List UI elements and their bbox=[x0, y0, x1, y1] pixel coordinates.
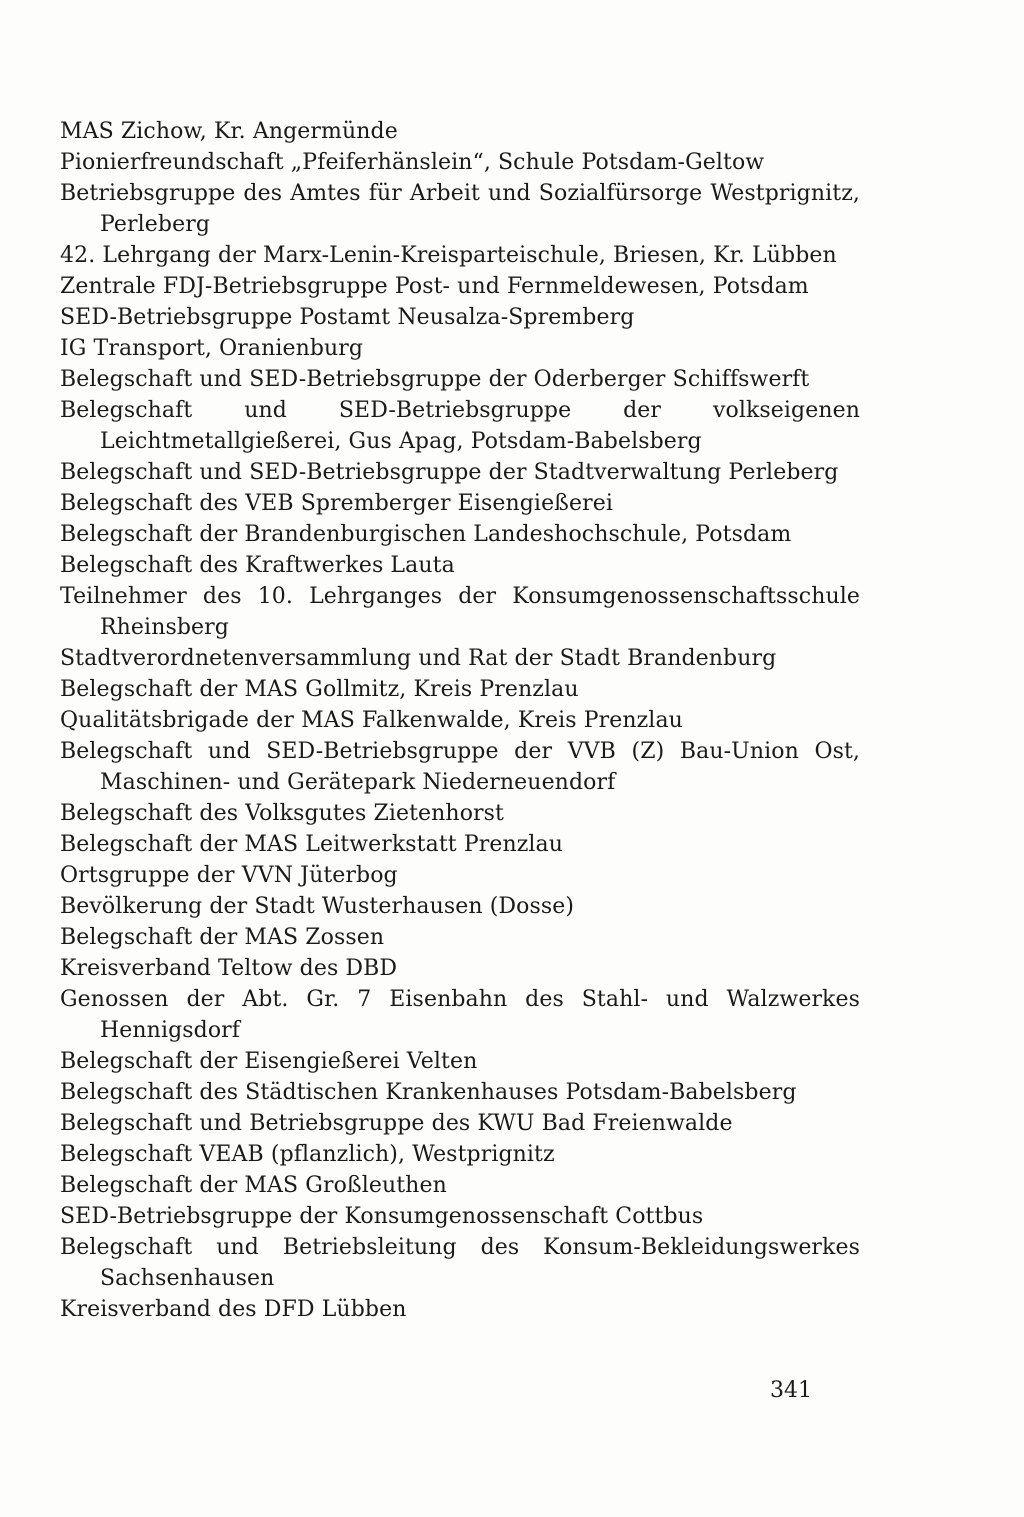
list-item: Kreisverband des DFD Lübben bbox=[60, 1297, 407, 1322]
page-number: 341 bbox=[770, 1378, 812, 1403]
list-item: Genossen der Abt. Gr. 7 Eisenbahn des Stahl- und Walzwerkes Hennigsdorf bbox=[60, 987, 860, 1043]
list-item: Belegschaft der MAS Zossen bbox=[60, 925, 385, 950]
list-item: IG Transport, Oranienburg bbox=[60, 336, 364, 361]
list-item: Belegschaft und Betriebsgruppe des KWU Bad Freienwalde bbox=[60, 1111, 733, 1136]
list-item: Belegschaft des Kraftwerkes Lauta bbox=[60, 553, 455, 578]
list-item: Belegschaft und Betriebsleitung des Konsum-Bekleidungswerkes Sachsenhausen bbox=[60, 1235, 860, 1291]
list-item: Qualitätsbrigade der MAS Falkenwalde, Kreis Prenzlau bbox=[60, 708, 683, 733]
list-item: Kreisverband Teltow des DBD bbox=[60, 956, 398, 981]
list-item: Belegschaft der Eisengießerei Velten bbox=[60, 1049, 478, 1074]
list-item: Belegschaft und SED-Betriebsgruppe der Oderberger Schiffswerft bbox=[60, 367, 810, 392]
list-item: Belegschaft des VEB Spremberger Eisengießerei bbox=[60, 491, 613, 516]
list-item: 42. Lehrgang der Marx-Lenin-Kreisparteischule, Briesen, Kr. Lübben bbox=[60, 243, 837, 268]
list-item: Belegschaft der MAS Leitwerkstatt Prenzlau bbox=[60, 832, 564, 857]
list-item: Betriebsgruppe des Amtes für Arbeit und Sozialfürsorge Westprignitz, Perleberg bbox=[60, 181, 860, 237]
list-item: Belegschaft der MAS Gollmitz, Kreis Prenzlau bbox=[60, 677, 579, 702]
list-item: Bevölkerung der Stadt Wusterhausen (Dosse) bbox=[60, 894, 575, 919]
list-item: Belegschaft und SED-Betriebsgruppe der volkseigenen Leichtmetallgießerei, Gus Apag, Potsdam-Babelsberg bbox=[60, 398, 860, 454]
list-item: Zentrale FDJ-Betriebsgruppe Post- und Fernmeldewesen, Potsdam bbox=[60, 274, 809, 299]
list-item: Belegschaft und SED-Betriebsgruppe der Stadtverwaltung Perleberg bbox=[60, 460, 839, 485]
list-item: Belegschaft der MAS Großleuthen bbox=[60, 1173, 447, 1198]
list-item: Belegschaft des Städtischen Krankenhauses Potsdam-Babelsberg bbox=[60, 1080, 797, 1105]
list-item: SED-Betriebsgruppe der Konsumgenossenschaft Cottbus bbox=[60, 1204, 704, 1229]
entry-list bbox=[60, 116, 860, 1325]
list-item: Pionierfreundschaft „Pfeiferhänslein“, Schule Potsdam-Geltow bbox=[60, 150, 765, 175]
list-item: Teilnehmer des 10. Lehrganges der Konsumgenossenschaftsschule Rheinsberg bbox=[60, 584, 860, 640]
list-item: Belegschaft und SED-Betriebsgruppe der VVB (Z) Bau-Union Ost, Maschinen- und Gerätepark Niederneuendorf bbox=[60, 739, 860, 795]
list-item: SED-Betriebsgruppe Postamt Neusalza-Spremberg bbox=[60, 305, 635, 330]
list-item: Belegschaft VEAB (pflanzlich), Westprignitz bbox=[60, 1142, 555, 1167]
list-item: Ortsgruppe der VVN Jüterbog bbox=[60, 863, 398, 888]
list-item: Belegschaft des Volksgutes Zietenhorst bbox=[60, 801, 504, 826]
list-item: MAS Zichow, Kr. Angermünde bbox=[60, 119, 398, 144]
list-item: Stadtverordnetenversammlung und Rat der Stadt Brandenburg bbox=[60, 646, 777, 671]
list-item: Belegschaft der Brandenburgischen Landeshochschule, Potsdam bbox=[60, 522, 792, 547]
